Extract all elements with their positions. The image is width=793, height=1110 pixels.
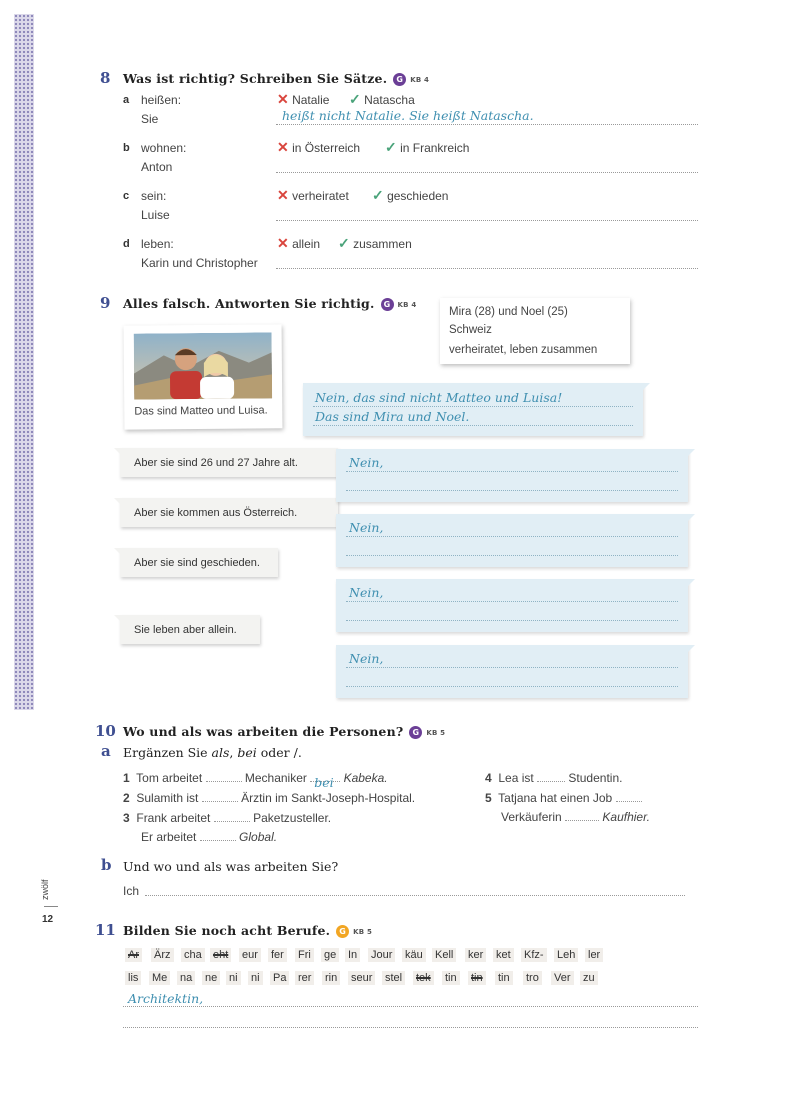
sentence-pre: Verkäuferin [501,810,562,824]
answer-handwritten: heißt nicht Natalie. Sie heißt Natascha. [282,108,534,123]
answer-handwritten: Architektin, [128,991,204,1006]
gap[interactable] [537,781,565,782]
divider [44,906,58,907]
info-card [440,298,630,364]
cross-icon: ✕ [277,139,289,155]
sentence-number: 5 [485,791,492,805]
answer-bubble[interactable] [336,579,688,632]
sentence-3b [141,830,277,844]
answer-line[interactable] [346,536,678,537]
syllable[interactable]: käu [402,948,426,962]
syllable[interactable]: fer [268,948,287,962]
answer-line [313,425,633,426]
sentence-pre: Tom arbeitet [136,771,203,785]
exercise-11-title [123,923,372,938]
option-right [372,187,448,204]
syllable[interactable]: Pa [270,971,289,985]
gap-answer: bei [314,775,334,790]
statement-text: Aber sie sind 26 und 27 Jahre alt. [134,456,298,469]
sentence-number: 1 [123,771,130,785]
answer-line[interactable] [346,620,678,621]
syllable[interactable]: stel [382,971,405,985]
item-subject: Karin und Christopher [141,256,258,270]
photo-card [124,324,283,429]
grammar-icon: G [381,298,394,311]
answer-line[interactable] [276,220,698,221]
info-line: Schweiz [449,324,492,336]
gap[interactable] [565,820,599,821]
grammar-icon: G [409,726,422,739]
sentence-pre: Lea ist [498,771,534,785]
answer-start: Nein, [349,455,384,470]
answer-start: Nein, [349,520,384,535]
sentence-5b [501,810,650,824]
example-answer-bubble [303,383,643,436]
answer-line[interactable] [276,124,698,125]
statement-text: Aber sie sind geschieden. [134,556,260,569]
syllable[interactable]: Kfz- [521,948,547,962]
sentence-pre: Tatjana hat einen Job [498,791,613,805]
syllable[interactable]: eur [239,948,261,962]
answer-bubble[interactable] [336,514,688,567]
sentence-5 [485,791,642,805]
answer-line[interactable] [123,1027,698,1028]
item-letter: b [123,142,130,154]
couple-photo [134,332,273,399]
instruction-bei: bei [237,745,257,760]
sentence-pre: Er arbeitet [141,830,197,844]
kb-ref: KB 4 [397,300,417,309]
item-letter: c [123,190,130,202]
check-icon: ✓ [385,139,397,155]
page-number: 12 [42,914,54,925]
item-verb: wohnen: [141,141,187,155]
sentence-mid: Kaufhier. [602,810,650,824]
sentence-3 [123,811,331,825]
subtask-a-instruction [123,745,302,760]
exercise-9-title-text: Alles falsch. Antworten Sie richtig. [123,296,375,311]
option-wrong [277,235,320,252]
answer-line[interactable] [346,555,678,556]
syllable[interactable]: ler [585,948,603,962]
statement-bubble [120,498,338,527]
cross-icon: ✕ [277,235,289,251]
syllable[interactable]: Kell [432,948,456,962]
sentence-mid: Paketzusteller. [253,811,332,825]
syllable[interactable]: ni [248,971,263,985]
sentence-mid: Studentin. [568,771,623,785]
syllable[interactable]: cha [181,948,205,962]
syllable[interactable]: tin [495,971,513,985]
syllable[interactable]: Ärz [151,948,174,962]
answer-start: Nein, [349,651,384,666]
syllable-used[interactable]: tin [468,971,486,985]
statement-text: Sie leben aber allein. [134,623,237,636]
info-line: verheiratet, leben zusammen [449,344,598,356]
cross-icon: ✕ [277,91,289,107]
statement-bubble [120,548,278,577]
syllable-used[interactable]: eht [210,948,231,962]
answer-bubble[interactable] [336,645,688,698]
option-wrong [277,139,360,156]
decorative-dot-band [14,14,34,710]
exercise-8-title [123,71,429,86]
item-verb: heißen: [141,93,182,107]
answer-start: Nein, [349,585,384,600]
item-verb: leben: [141,237,174,251]
option-wrong-text: Natalie [292,93,330,107]
answer-line [313,406,633,407]
exercise-10-number: 10 [95,722,116,740]
sentence-mid: Ärztin im Sankt-Joseph-Hospital. [241,791,416,805]
option-wrong [277,187,349,204]
option-wrong [277,91,329,108]
option-wrong-text: allein [292,237,321,251]
answer-line[interactable] [346,686,678,687]
exercise-9-number: 9 [100,294,111,312]
option-right [349,91,415,108]
syllable[interactable]: tin [442,971,460,985]
syllable[interactable]: tro [523,971,542,985]
option-right [385,139,469,156]
gap[interactable] [200,840,236,841]
instruction-text: oder /. [256,745,302,760]
instruction-text: , [229,745,238,760]
gap[interactable] [214,821,250,822]
syllable[interactable]: In [345,948,360,962]
option-right [338,235,412,252]
page-side-label: zwölf [40,879,50,900]
answer-line[interactable] [346,471,678,472]
syllable[interactable]: Ver [551,971,574,985]
exercise-8-title-text: Was ist richtig? Schreiben Sie Sätze. [123,71,388,86]
instruction-als: als [211,745,230,760]
statement-bubble [120,615,260,644]
item-subject: Luise [141,208,170,222]
instruction-text: Ergänzen Sie [123,745,212,760]
hexagon-icon: G [336,925,349,938]
syllable[interactable]: ne [202,971,220,985]
option-right-text: Natascha [364,93,415,107]
syllable[interactable]: ket [493,948,514,962]
gap[interactable] [206,781,242,782]
answer-line[interactable] [346,490,678,491]
option-wrong-text: in Österreich [292,141,361,155]
photo-caption: Das sind Matteo und Luisa. [134,404,268,418]
kb-ref: KB 5 [426,728,446,737]
syllable[interactable]: zu [580,971,598,985]
item-subject: Sie [141,112,159,126]
gap-filled[interactable] [310,775,340,790]
check-icon: ✓ [349,91,361,107]
statement-text: Aber sie kommen aus Österreich. [134,506,298,519]
exercise-10-title-text: Wo und als was arbeiten die Personen? [123,724,404,739]
sentence-mid: Mechaniker [244,771,307,785]
syllable[interactable]: Jour [368,948,395,962]
syllable[interactable]: na [177,971,195,985]
answer-start: Ich [123,884,140,898]
subtask-b-letter: b [101,856,112,874]
info-line: Mira (28) und Noel (25) [449,306,568,318]
answer-line[interactable] [276,268,698,269]
kb-ref: KB 5 [353,927,373,936]
option-right-text: in Frankreich [400,141,470,155]
syllable[interactable]: Me [149,971,170,985]
answer-line[interactable] [346,601,678,602]
answer-line[interactable] [276,172,698,173]
sentence-pre: Sulamith ist [136,791,199,805]
item-letter: d [123,238,130,250]
kb-ref: KB 4 [410,75,430,84]
option-right-text: geschieden [387,189,449,203]
sentence-number: 3 [123,811,130,825]
exercise-8-number: 8 [100,69,111,87]
syllable[interactable]: lis [125,971,141,985]
syllable[interactable]: Fri [295,948,314,962]
item-verb: sein: [141,189,167,203]
item-subject: Anton [141,160,173,174]
subtask-b-instruction: Und wo und als was arbeiten Sie? [123,859,339,874]
answer-line[interactable] [145,895,685,896]
sentence-1 [123,771,388,790]
exercise-11-title-text: Bilden Sie noch acht Berufe. [123,923,331,938]
gap[interactable] [202,801,238,802]
sentence-4 [485,771,622,785]
answer-handwritten: Das sind Mira und Noel. [315,409,470,424]
sentence-2 [123,791,415,805]
check-icon: ✓ [338,235,350,251]
syllable[interactable]: ker [465,948,486,962]
check-icon: ✓ [372,187,384,203]
exercise-9-title [123,296,416,311]
answer-line[interactable] [346,667,678,668]
cross-icon: ✕ [277,187,289,203]
syllable[interactable]: Leh [554,948,578,962]
sentence-number: 2 [123,791,130,805]
syllable[interactable]: ge [321,948,339,962]
sentence-mid: Global. [239,830,278,844]
gap[interactable] [616,801,642,802]
exercise-11-number: 11 [95,921,116,939]
syllable[interactable]: rin [322,971,340,985]
answer-handwritten: Nein, das sind nicht Matteo und Luisa! [315,390,563,405]
sentence-number: 4 [485,771,492,785]
item-letter: a [123,94,130,106]
syllable[interactable]: seur [348,971,375,985]
sentence-post: Kabeka. [343,771,388,785]
syllable-used[interactable]: tek [413,971,434,985]
option-wrong-text: verheiratet [292,189,349,203]
exercise-10-title [123,724,445,739]
statement-bubble [120,448,338,477]
sentence-pre: Frank arbeitet [136,811,211,825]
answer-bubble[interactable] [336,449,688,502]
answer-line[interactable] [123,1006,698,1007]
grammar-icon: G [393,73,406,86]
syllable[interactable]: ni [226,971,241,985]
syllable-used[interactable]: Ar [125,948,142,962]
option-right-text: zusammen [353,237,412,251]
syllable[interactable]: rer [295,971,314,985]
subtask-a-letter: a [101,742,111,760]
